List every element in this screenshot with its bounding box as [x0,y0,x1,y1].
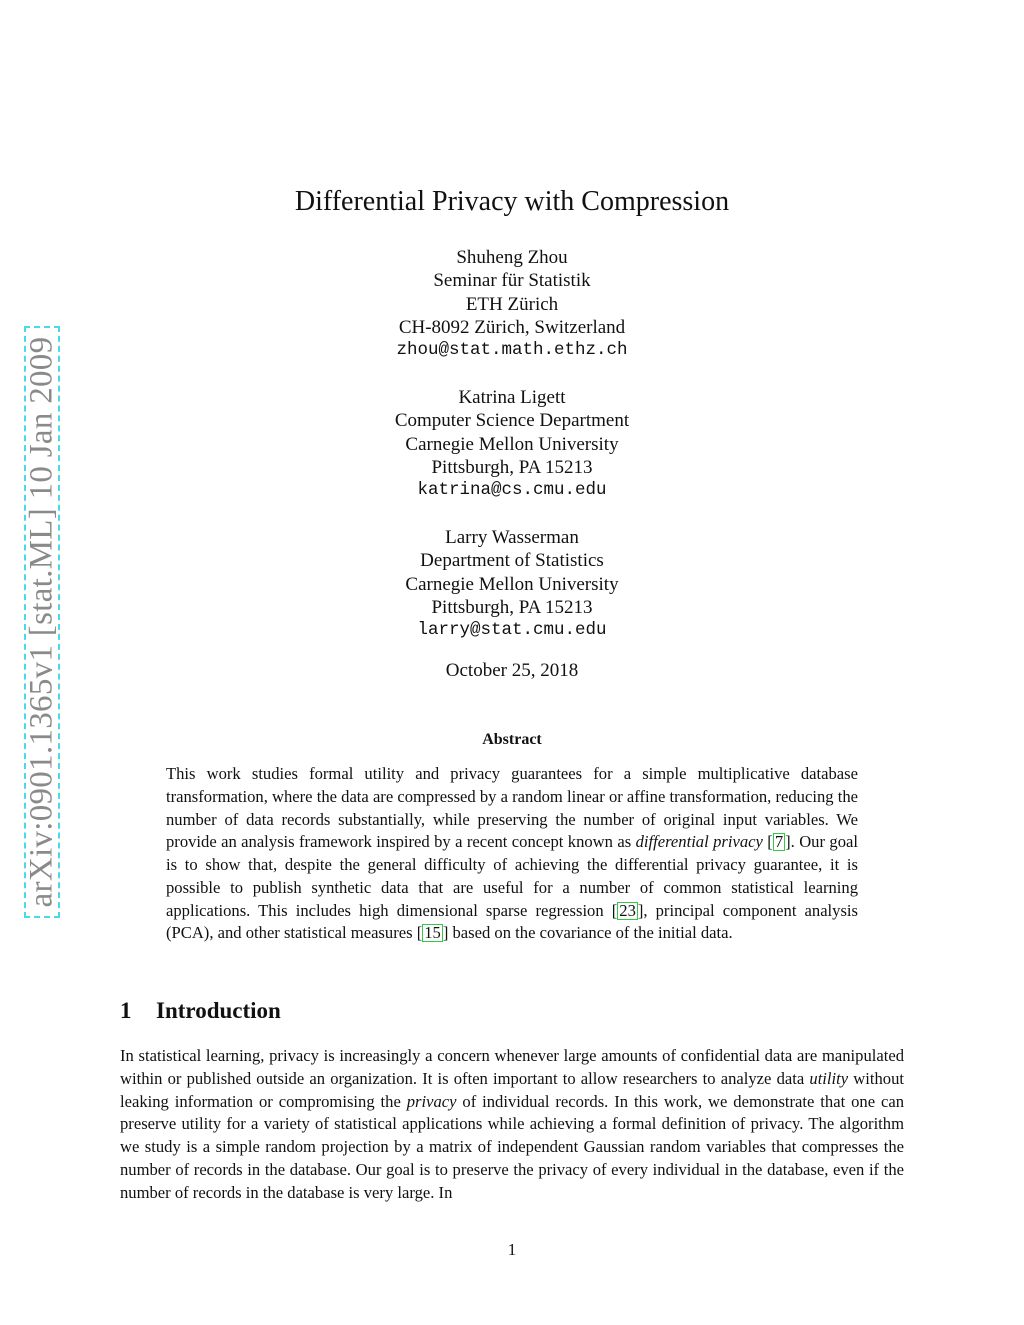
body-segment: In statistical learning, privacy is increasingly a concern whenever large amounts of confidential data are manipulated within or published outside an organization. It is often important to allow researchers to analyze data [120,1046,904,1088]
body-segment: without leaking information or compromising the [120,1068,904,1111]
body-term: privacy [406,1091,457,1111]
author-email[interactable]: zhou@stat.math.ethz.ch [396,340,628,361]
author-address: Pittsburgh, PA 15213 [431,456,593,478]
abstract-segment: [ [762,832,773,852]
paper-date: October 25, 2018 [445,660,579,681]
abstract-term: differential privacy [635,832,763,852]
abstract-text [166,763,858,945]
abstract-segment: This work studies formal utility and privacy guarantees for a simple multiplicative database transformation, where the data are compressed by a random linear or affine transformation, reducing the number of data records substantially, while preserving the number of original input variables. We provide an analysis framework inspired by a recent concept known as [166,764,858,852]
section-heading [120,998,281,1024]
citation-link[interactable]: 23 [619,900,636,920]
author-affiliation: Carnegie Mellon University [405,573,619,595]
section-number: 1 [120,998,132,1023]
abstract-heading: Abstract [482,731,542,748]
paper-title: Differential Privacy with Compression [294,186,730,217]
introduction-paragraph [120,1045,904,1204]
author-address: Pittsburgh, PA 15213 [431,596,593,618]
section-title: Introduction [156,998,281,1023]
abstract-segment: ] based on the covariance of the initial data. [442,923,733,943]
citation-link[interactable]: 15 [424,923,441,943]
body-segment: of individual records. In this work, we demonstrate that one can preserve utility for a variety of statistical applications while achieving a formal definition of privacy. The algorithm we study is a simple random projection by a matrix of independent Gaussian random variables that compresses the number of records in the database. Our goal is to preserve the privacy of every individual in the database, even if the number of records in the database is very large. In [120,1091,904,1202]
author-name: Larry Wasserman [445,527,579,548]
author-affiliation: ETH Zürich [465,293,559,315]
page-number: 1 [507,1240,517,1259]
author-affiliation: Computer Science Department [394,410,630,432]
author-affiliation: Seminar für Statistik [433,270,591,292]
author-block-2 [0,386,1024,502]
abstract-segment: ], principal component analysis (PCA), and other statistical measures [ [166,900,858,943]
author-affiliation: Carnegie Mellon University [405,433,619,455]
body-term: utility [809,1068,849,1088]
citation-link[interactable]: 7 [774,832,784,852]
author-email[interactable]: katrina@cs.cmu.edu [417,480,607,501]
author-block-1 [0,246,1024,362]
author-address: CH-8092 Zürich, Switzerland [398,316,626,338]
author-name: Shuheng Zhou [456,247,568,268]
author-block-3 [0,526,1024,642]
author-email[interactable]: larry@stat.cmu.edu [417,620,607,641]
arxiv-identifier: arXiv:0901.1365v1 [stat.ML] 10 Jan 2009 [23,336,60,908]
author-name: Katrina Ligett [458,387,566,408]
author-affiliation: Department of Statistics [420,550,604,572]
abstract-segment: ]. Our goal is to show that, despite the general difficulty of achieving the differential privacy guarantee, it is possible to publish synthetic data that are useful for a number of common statistical learning applications. This includes high dimensional sparse regression [ [166,832,858,920]
